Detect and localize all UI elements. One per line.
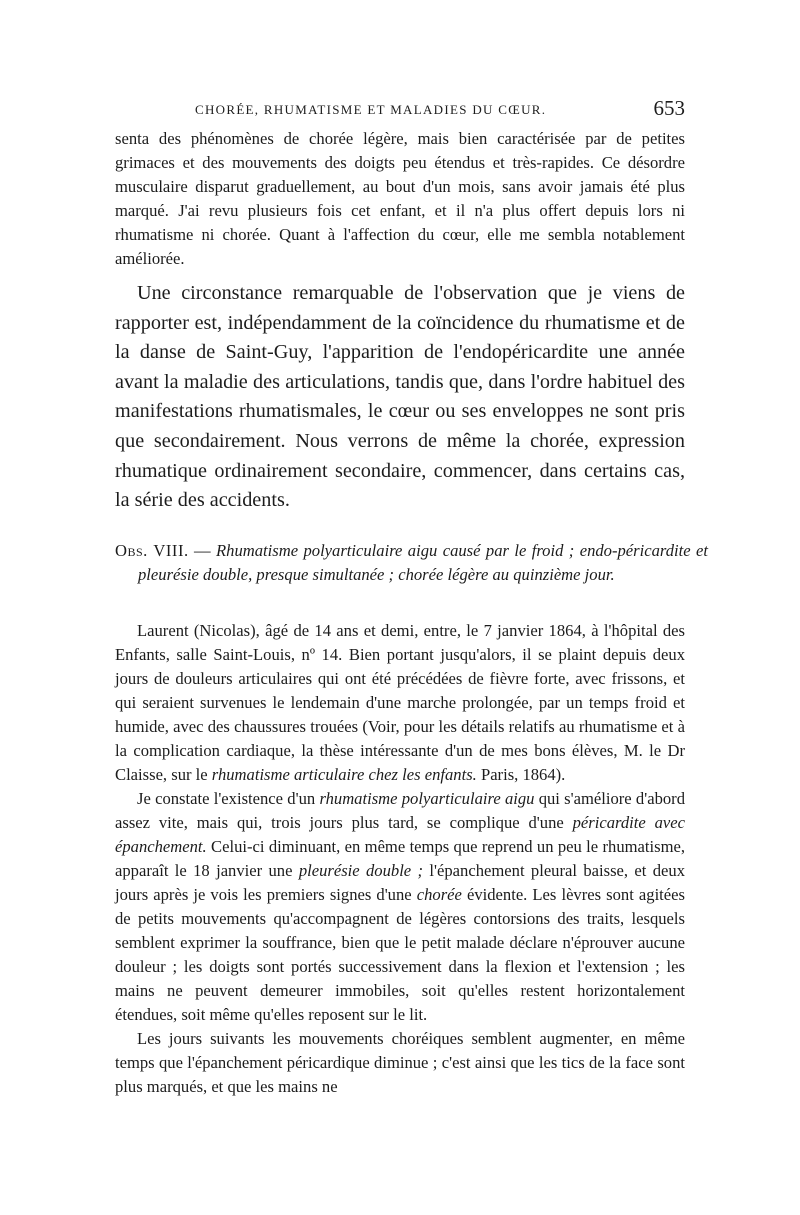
case-citation-title: rhumatisme articulaire chez les enfants. [211, 765, 477, 784]
case-paragraph-admission [115, 619, 685, 787]
case-emphasis: péricardite avec épanchement. [115, 813, 685, 856]
case-paragraph-following-days [115, 1027, 685, 1099]
case-emphasis: chorée [416, 885, 462, 904]
case-text: Paris, 1864). [476, 765, 566, 784]
case-text: Je constate l'existence d'un [137, 789, 320, 808]
case-text: l'épanchement pleural baisse, et deux jours après je vois les premiers signes d'une [115, 861, 685, 904]
case-text: évidente. Les lèvres sont agitées de petits mouvements qu'accompagnent de légères contorsions des traits, lesquels semblent exprimer la souffrance, bien que le petit malade déclare n'éprouver aucune douleur ; les doigts sont portés successivement dans la flexion et l'extension ; les mains ne peuvent demeurer immobiles, soit qu'elles restent horizontalement étendues, soit même qu'elles reposent sur le lit. [115, 885, 685, 1024]
intro-paragraph: senta des phénomènes de chorée légère, mais bien caractérisée par de petites grimaces et des mouvements des doigts peu étendus et très-rapides. Ce désordre musculaire disparut graduellement, au bout d'un mois, sans avoir jamais été plus marqué. J'ai revu plusieurs fois cet enfant, et il n'a plus offert depuis lors ni rhumatisme ni chorée. Quant à l'affection du cœur, elle me sembla notablement améliorée. [115, 129, 685, 269]
observation-title: Rhumatisme polyarticulaire aigu causé par le froid ; endo-péricardite et pleurésie double, presque simultanée ; chorée légère au quinzième jour. [138, 541, 708, 584]
case-emphasis: rhumatisme polyarticulaire aigu [319, 789, 535, 808]
intro-paragraph-block [115, 127, 685, 272]
case-emphasis: pleurésie double ; [298, 861, 424, 880]
case-text: Laurent (Nicolas), âgé de 14 ans et demi, entre, le 7 janvier 1864, à l'hôpital des Enfants, salle Saint-Louis, nº 14. Bien portant jusqu'alors, il se plaint depuis deux jours de douleurs articulaires qui ont été précédées de fièvre forte, avec frissons, et qui seraient survenues le lendemain d'une marche prolongée, par un temps froid et humide, avec des chaussures trouées (Voir, pour les détails relatifs au rhumatisme et à la complication cardiaque, la thèse intéressante d'un de mes bons élèves, M. le Dr Claisse, sur le [115, 621, 685, 784]
page-number: 653 [653, 96, 685, 120]
case-text: Les jours suivants les mouvements choréiques semblent augmenter, en même temps que l'épanchement péricardique diminue ; c'est ainsi que les tics de la face sont plus marqués, et que les mains ne [115, 1029, 685, 1096]
observation-heading [115, 539, 708, 586]
observation-dash: — [188, 541, 217, 560]
commentary-block [115, 279, 685, 516]
case-paragraph-course [115, 787, 685, 1027]
case-report [115, 619, 685, 1099]
case-text: qui s'améliore d'abord assez vite, mais qui, trois jours plus tard, se complique d'une [115, 789, 685, 832]
commentary-paragraph: Une circonstance remarquable de l'observation que je viens de rapporter est, indépendamment de la coïncidence du rhumatisme et de la danse de Saint-Guy, l'apparition de l'endopéricardite une année avant la maladie des articulations, tandis que, dans l'ordre habituel des manifestations rhumatismales, le cœur ou ses enveloppes ne sont pris que secondairement. Nous verrons de même la chorée, expression rhumatique ordinairement secondaire, commencer, dans certains cas, la série des accidents. [115, 282, 685, 512]
running-header [115, 96, 685, 126]
running-title: CHORÉE, RHUMATISME ET MALADIES DU CŒUR. [195, 102, 547, 117]
case-text: Celui-ci diminuant, en même temps que reprend un peu le rhumatisme, apparaît le 18 janvier une [115, 837, 685, 880]
observation-label: Obs. VIII. [115, 541, 189, 560]
